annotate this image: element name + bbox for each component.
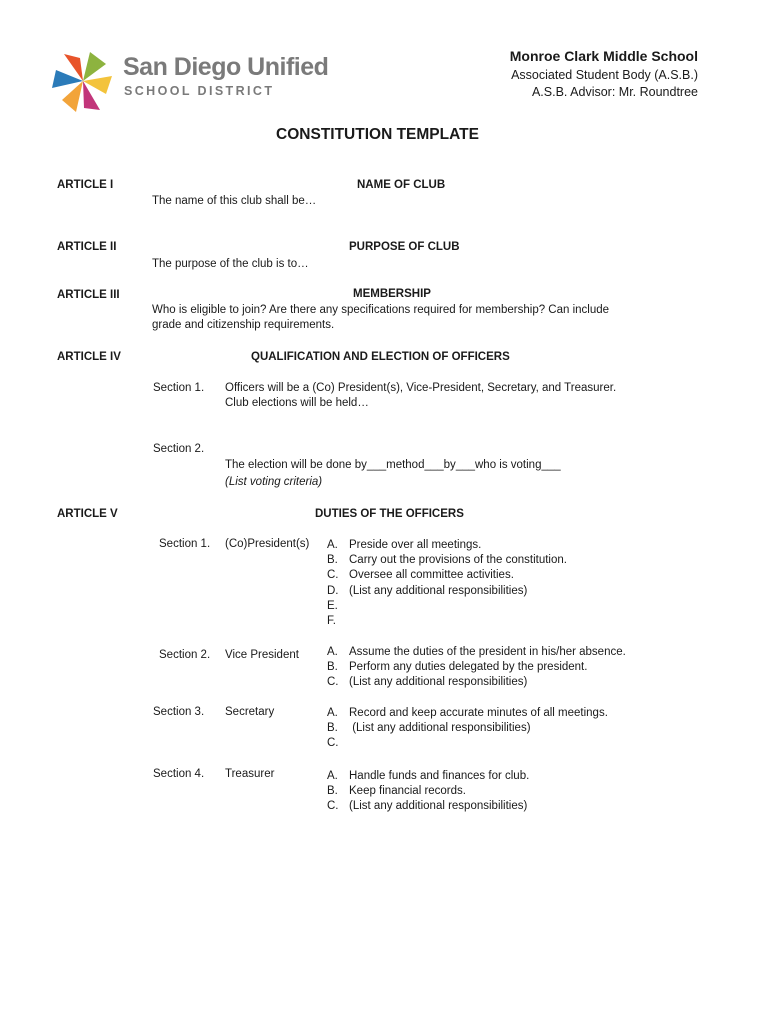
article-4-heading: QUALIFICATION AND ELECTION OF OFFICERS [251,351,510,363]
list-item: C. (List any additional responsibilities) [327,800,528,813]
article-5-label: ARTICLE V [57,508,118,520]
list-item: B. Perform any duties delegated by the president. [327,661,588,674]
list-item: E. [327,599,338,612]
article-3-heading: MEMBERSHIP [353,288,431,300]
duties-section-4-label: Section 4. [153,768,205,780]
article-4-section-1-line-1: Officers will be a (Co) President(s), Vice-President, Secretary, and Treasurer. [225,382,617,394]
election-who-blank: ___who is voting___ [455,459,561,471]
list-item: B. Keep financial records. [327,785,466,798]
document-title: CONSTITUTION TEMPLATE [276,126,479,143]
article-2-text: The purpose of the club is to… [152,258,309,270]
list-item: A. Assume the duties of the president in his/her absence. [327,646,626,658]
article-4-section-2-label: Section 2. [153,443,205,455]
advisor-label: A.S.B. Advisor: Mr. Roundtree [531,85,698,99]
list-item: B. Carry out the provisions of the constitution. [327,554,567,567]
list-item: F. [327,615,336,628]
election-method-line [225,459,561,471]
article-5-heading: DUTIES OF THE OFFICERS [315,508,464,520]
duties-section-1-label: Section 1. [159,538,211,550]
duties-section-3-role: Secretary [225,706,275,718]
duties-section-4-role: Treasurer [225,768,275,780]
list-item: A. Preside over all meetings. [327,539,482,551]
duties-section-3-label: Section 3. [153,706,205,718]
duties-section-1-role: (Co)President(s) [225,538,310,550]
duties-section-2-label: Section 2. [159,649,211,661]
list-item: D. (List any additional responsibilities) [327,584,528,597]
duties-section-2-list [327,645,626,691]
list-item: A. Handle funds and finances for club. [327,770,530,782]
logo-title: San Diego Unified [123,53,329,81]
list-item: C. (List any additional responsibilities) [327,676,528,689]
list-item: A. Record and keep accurate minutes of all meetings. [327,707,608,719]
school-name: Monroe Clark Middle School [509,48,698,64]
article-1-text: The name of this club shall be… [152,195,317,207]
duties-section-4-list [327,769,529,815]
list-item: B. (List any additional responsibilities) [327,722,531,735]
article-1-heading: NAME OF CLUB [357,179,446,191]
asb-label: Associated Student Body (A.S.B.) [511,68,698,82]
election-text-pre: The election will be done by [225,459,367,471]
duties-section-1-list [327,538,567,629]
election-text-mid: by [443,459,456,471]
article-4-section-1-line-2: Club elections will be held… [225,397,369,409]
article-4-section-1-label: Section 1. [153,382,205,394]
duties-section-2-role: Vice President [225,649,299,661]
article-3-line-2: grade and citizenship requirements. [152,319,335,331]
article-2-label: ARTICLE II [57,241,117,253]
article-3-line-1: Who is eligible to join? Are there any specifications required for membership? Can include [152,304,610,316]
article-4-label: ARTICLE IV [57,351,121,363]
logo-subtitle: SCHOOL DISTRICT [124,84,275,98]
election-method-blank: ___method___ [366,459,444,471]
article-1-label: ARTICLE I [57,179,114,191]
article-3-label: ARTICLE III [57,289,120,301]
voting-criteria-note: (List voting criteria) [225,476,323,488]
article-2-heading: PURPOSE OF CLUB [349,241,460,253]
list-item: C. Oversee all committee activities. [327,569,514,582]
district-logo-icon [50,48,116,114]
duties-section-3-list [327,706,608,752]
list-item: C. [327,737,339,750]
